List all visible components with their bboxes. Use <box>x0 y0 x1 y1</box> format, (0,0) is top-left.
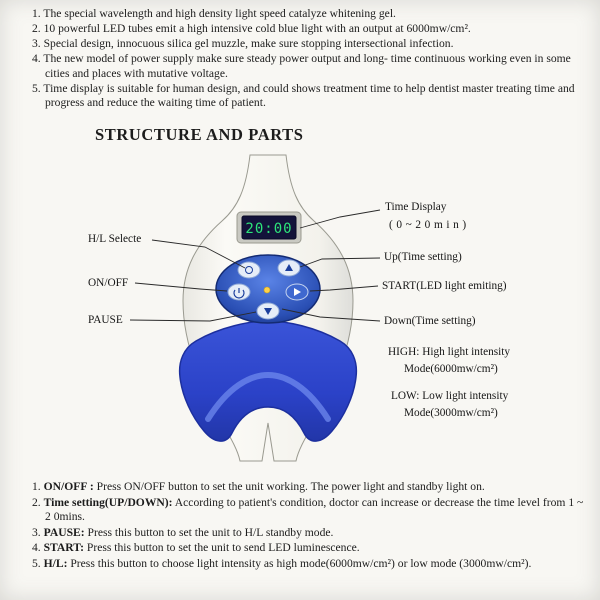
feature-text: Time display is suitable for human design, and could shows treatment time to help dentist master treating time and progress and reduce the waiting time of patient. <box>43 81 575 109</box>
instruction-number: 4. <box>32 541 41 555</box>
label-high-mode: HIGH: High light intensity <box>388 345 511 358</box>
instruction-lead: ON/OFF : <box>43 479 94 493</box>
instruction-list <box>0 476 600 572</box>
instruction-item <box>32 480 586 495</box>
instruction-number: 3. <box>32 525 41 539</box>
label-low-mode: LOW: Low light intensity <box>391 389 509 402</box>
label-up: Up(Time setting) <box>384 250 462 263</box>
feature-number: 3. <box>32 37 41 51</box>
hl-select-button <box>238 262 260 278</box>
label-low-mode-value: Mode(3000mw/cm²) <box>404 406 498 419</box>
label-pause: PAUSE <box>88 313 123 326</box>
instruction-text: Press this button to choose light intensity as high mode(6000mw/cm²) or low mode (3000mw/cm²). <box>67 556 532 570</box>
instruction-text: Press this button to set the unit to send LED luminescence. <box>84 541 360 555</box>
instruction-lead: START: <box>43 541 84 555</box>
instruction-lead: Time setting(UP/DOWN): <box>43 495 173 509</box>
instruction-number: 2. <box>32 495 41 509</box>
feature-number: 5. <box>32 81 41 95</box>
instruction-number: 1. <box>32 479 41 493</box>
feature-list <box>0 0 600 110</box>
instruction-text: Press ON/OFF button to set the unit working. The power light and standby light on. <box>93 479 485 493</box>
feature-text: Special design, innocuous silica gel muzzle, make sure stopping intersectional infection. <box>43 37 454 51</box>
instruction-text: Press this button to set the unit to H/L standby mode. <box>84 525 334 539</box>
feature-number: 4. <box>32 52 41 66</box>
instruction-number: 5. <box>32 556 41 570</box>
instruction-item <box>32 526 586 541</box>
instruction-item <box>32 496 586 525</box>
feature-number: 2. <box>32 22 41 36</box>
label-down: Down(Time setting) <box>384 314 476 327</box>
label-start: START(LED light emiting) <box>382 279 507 292</box>
instruction-item <box>32 541 586 556</box>
section-title: STRUCTURE AND PARTS <box>95 124 304 144</box>
label-time-display: Time Display <box>385 200 447 213</box>
feature-text: The new model of power supply make sure steady power output and long- time continuous working even in some cities and places with mutative voltage. <box>43 52 571 80</box>
instruction-lead: PAUSE: <box>43 525 85 539</box>
feature-text: The special wavelength and high density light speed catalyze whitening gel. <box>43 7 396 20</box>
device-illustration <box>0 149 600 476</box>
label-time-display-range: ( 0 ~ 2 0 m i n ) <box>389 218 467 231</box>
display-time-value: 20:00 <box>245 220 293 237</box>
feature-item <box>32 52 582 80</box>
status-led <box>264 287 270 293</box>
feature-item <box>32 7 582 21</box>
feature-item <box>32 82 582 110</box>
feature-number: 1. <box>32 7 41 20</box>
instruction-text: According to patient's condition, doctor can increase or decrease the time level from 1 ~ 2 0mins. <box>45 495 584 524</box>
feature-text: 10 powerful LED tubes emit a high intensive cold blue light with an output at 6000mw/cm². <box>43 22 471 36</box>
feature-item <box>32 37 582 51</box>
structure-diagram <box>0 149 600 476</box>
feature-item <box>32 22 582 36</box>
instruction-lead: H/L: <box>43 556 68 570</box>
label-on-off: ON/OFF <box>88 276 129 289</box>
label-high-mode-value: Mode(6000mw/cm²) <box>404 362 498 375</box>
label-hl-select: H/L Selecte <box>88 232 142 245</box>
instruction-item <box>32 557 586 572</box>
